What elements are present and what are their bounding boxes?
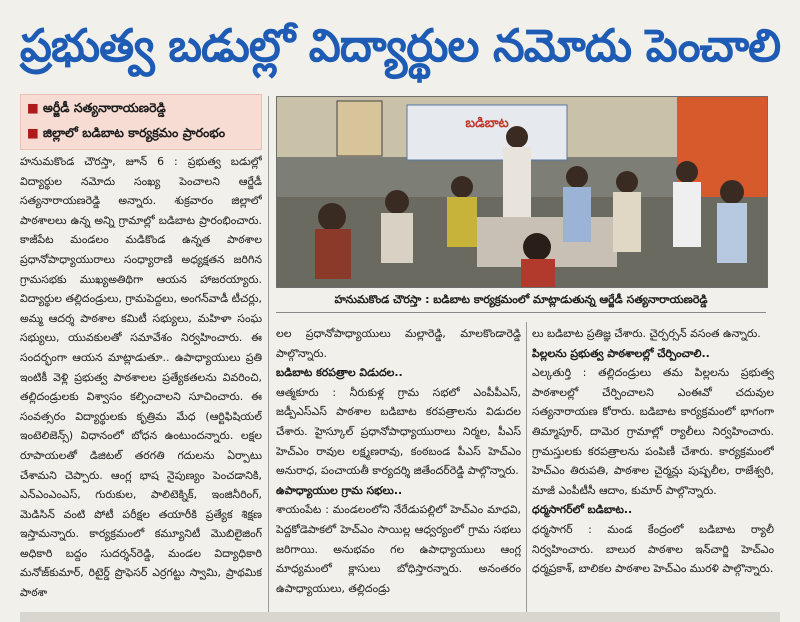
column-1-text: హనుమకొండ చౌరస్తా, జూన్ 6 : ప్రభుత్వ బడుల్లో విద్యార్థుల నమోదు సంఖ్య పెంచాలని ఆర్జేడీ సత్యనారాయణరెడ్డి అన్నారు. శుక్రవారం జిల్లాలో పాఠశాలలు ఉన్న అన్ని గ్రామాల్లో బడిబాట ప్రారంభించారు. కాజీపేట మండలం మడికొండ ఉన్నత పాఠశాల ప్రధానోపాధ్యాయురాలు సంధ్యారాణి అధ్యక్షతన జరిగిన గ్రామసభకు ముఖ్యఅతిథిగా ఆయన హాజరయ్యారు. విద్యార్థుల తల్లిదండ్రులు, గ్రామపెద్దలు, అంగన్‌వాడీ టీచర్లు, అమ్మ ఆదర్శ పాఠశాల కమిటీ సభ్యులు, మహిళా సంఘ సభ్యులు, యువకులతో సమావేశం నిర్వహించారు. ఈ సందర్భంగా ఆయన మాట్లాడుతూ.. ఉపాధ్యాయులు ప్రతి ఇంటికీ వెళ్లి ప్రభుత్వ పాఠశాలల ప్రత్యేకతలను వివరించి, తల్లిదండ్రులకు విశ్వాసం కల్పించాలని సూచించారు. ఈ సంవత్సరం విద్యార్థులకు కృత్రిమ మేధ (ఆర్టిఫిషియల్ ఇంటెలిజెన్స్) విధానంలో బోధన ఉంటుందన్నారు. లక్షల రూపాయలతో డిజిటల్ తరగతి గదులను ఏర్పాటు చేశామని చెప్పారు. ఆంగ్ల భాష నైపుణ్యం పెంచడానికి, ఎన్ఎంఎంఎస్, గురుకుల, పాలిటెక్నిక్, ఇంజినీరింగ్, మెడిసిన్ వంటి పోటీ పరీక్షల తయారీకి ప్రత్యేక శిక్షణ ఇస్తామన్నారు. కార్యక్రమంలో కమ్యూనిటీ మొబిలైజింగ్ అధికారి బద్దం సుదర్శన్‌రెడ్డి, మండల విద్యాధికారి మనోజ్‌కుమార్, రిటైర్డ్ ప్రొఫెసర్ ఎర్రగట్టు స్వామి, ప్రాథమిక పాఠశా	[20, 155, 262, 600]
section-text: ధర్మసాగర్ : మండ కేంద్రంలో బడిబాట ర్యాలీ నిర్వహించారు. బాలుర పాఠశాల ఇన్‌చార్జి హెచ్ఎం ధర్మప్రకాశ్, బాలికల పాఠశాల హెచ్ఎం మురళి పాల్గొన్నారు.	[532, 522, 774, 576]
section-text: ఎల్కతుర్తి : తల్లిదండ్రులు తమ పిల్లలను ప్రభుత్వ పాఠశాలల్లో చేర్పించాలని ఎంఈవో చదువుల సత్యనారాయణ కోరారు. బడిబాట కార్యక్రమంలో భాగంగా తిమ్మాపూర్, దామెర గ్రామాల్లో ర్యాలీలు నిర్వహించారు. గ్రామస్తులకు కరపత్రాలను పంపిణీ చేశారు. కార్యక్రమంలో హెచ్ఎం తిరుపతి, పాఠశాల చైర్మన్లు పుష్పలీల, రాజేశ్వరి, మాజీ ఎంపీటీసీ ఆదాం, కుమార్ పాల్గొన్నారు.	[532, 366, 774, 497]
photo-caption: హనుమకొండ చౌరస్తా : బడిబాట కార్యక్రమంలో మాట్లాడుతున్న ఆర్జేడీ సత్యనారాయణరెడ్డి	[276, 288, 766, 313]
column-divider	[526, 322, 527, 616]
article-column-3	[532, 324, 774, 614]
subhead-2	[21, 120, 261, 145]
subheads-box	[20, 94, 262, 150]
bullet-icon: ■	[27, 125, 39, 140]
article-column-1	[20, 152, 262, 614]
section-title: పిల్లలను ప్రభుత్వ పాఠశాలల్లో చేర్పించాలి..	[532, 346, 710, 360]
subhead-2-text: జిల్లాలో బడిబాట కార్యక్రమం ప్రారంభం	[42, 125, 226, 140]
article-column-2	[276, 324, 521, 614]
headline: ప్రభుత్వ బడుల్లో విద్యార్థుల నమోదు పెంచాలి	[19, 19, 781, 72]
subhead-1	[21, 95, 261, 120]
section-title: బడిబాట కరపత్రాల విడుదల..	[276, 366, 403, 380]
section-title: ధర్మసాగర్‌లో బడిబాట..	[532, 503, 633, 517]
banner-text: బడిబాట	[465, 116, 509, 131]
subhead-1-text: అర్జీడీ సత్యనారాయణరెడ్డి	[42, 100, 166, 115]
section-text: శాయంపేట : మండలంలోని నేరేడుపల్లిలో హెచ్ఎం మాధవి, పెద్దకోడెపాకలో హెచ్ఎం సాయిల్ల ఆధ్వర్యంలో గ్రామ సభలు జరిగాయి. అనుభవం గల ఉపాధ్యాయులు ఆంగ్ల మాధ్యమంలో క్లాసులు బోధిస్తారన్నారు. అనంతరం ఉపాధ్యాయులు, తల్లిదండ్రు	[276, 503, 521, 595]
column-divider	[268, 96, 269, 616]
section-text: ఆత్మకూరు : నీరుకుళ్ల గ్రామ సభలో ఎంపీపీఎస్, జడ్పీఎస్ఎస్ పాఠశాల బడిబాట కరపత్రాలను విడుదల చేశారు. హైస్కూల్ ప్రధానోపాధ్యాయురాలు నిర్మల, పీఎస్ హెచ్ఎం రావుల లక్ష్మణరావు, కంఠబండ పీఎస్ హెచ్ఎం అనురాధ, పంచాయతీ కార్యదర్శి జితేందర్‌రెడ్డి పాల్గొన్నారు.	[276, 385, 521, 478]
news-photo	[276, 96, 768, 288]
next-article-strip	[20, 612, 780, 622]
section-title: ఉపాధ్యాయుల గ్రామ సభలు..	[276, 483, 403, 497]
column-3-intro: లు బడిబాట ప్రతిజ్ఞ చేశారు. చైర్పర్సన్ వసంత ఉన్నారు.	[532, 327, 761, 340]
column-2-intro: లల ప్రధానోపాధ్యాయులు మల్లారెడ్డి, మాలకొండారెడ్డి పాల్గొన్నారు.	[276, 327, 521, 360]
bullet-icon: ■	[27, 100, 39, 115]
